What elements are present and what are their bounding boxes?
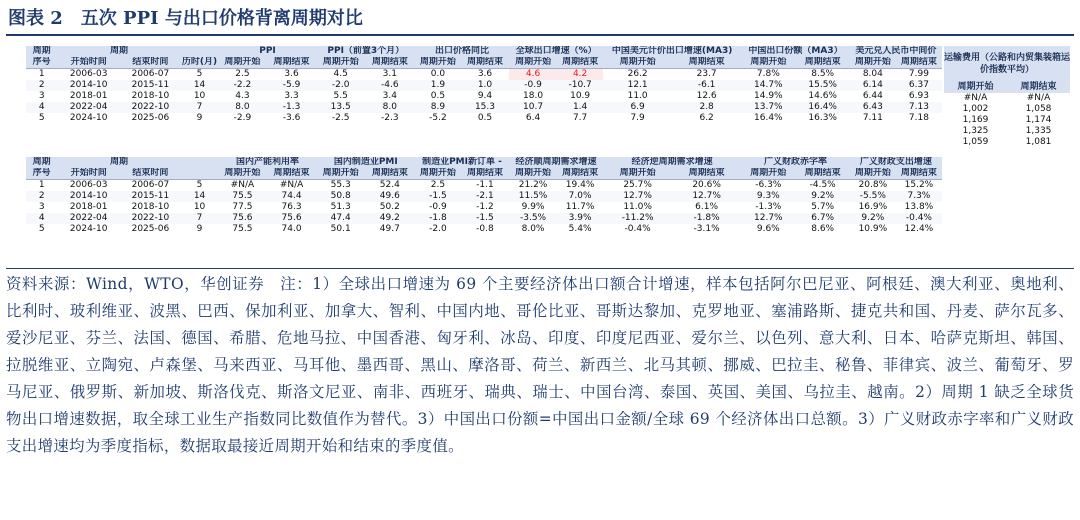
table-cell: -2.0 [317,80,365,91]
sub-header: 结束时间 [120,57,181,69]
table-cell: 7.11 [850,113,896,124]
table-cell: 1.9 [415,80,461,91]
table-cell: 11.5% [509,191,557,202]
table-cell: 3 [26,202,57,213]
table-cell: 9.6% [741,224,795,235]
table-cell: -2.5 [317,113,365,124]
table-cell: 6.9 [603,102,672,113]
table-cell: 2018-01 [57,91,120,102]
table-cell: 2 [26,80,57,91]
table-cell: 1,325 [962,126,989,136]
table-cell: -0.4% [603,224,672,235]
table-cell: 2.5 [415,180,461,192]
sub-header: 周期结束 [365,168,415,180]
table-cell: 9.2% [850,213,896,224]
table-cell: 75.5 [218,224,266,235]
table-cell: 4.5 [317,69,365,81]
table-row [26,80,942,91]
table-cell: 2018-10 [120,202,181,213]
table-cell: 1,058 [1025,104,1052,114]
table-cell: 2014-10 [57,191,120,202]
table-cell: 8.0 [365,102,415,113]
table-cell: 1.0 [461,80,509,91]
sub-header: 周期结束 [672,168,741,180]
sub-header: 周期结束 [896,57,942,69]
group-header: 全球出口增速（%） [509,46,603,57]
table-cell: 49.7 [365,224,415,235]
table-cell: 1.4 [557,102,603,113]
table-cell: 77.5 [218,202,266,213]
table-cell: -3.5% [509,213,557,224]
table-cell: -2.1 [461,191,509,202]
table-cell: 3.3 [266,91,316,102]
table-cell: 7 [181,102,219,113]
table-cell: 13.5 [317,102,365,113]
table-cell: 7.9 [603,113,672,124]
table-cell: -1.5 [415,191,461,202]
table-cell: 49.6 [365,191,415,202]
group-header: 广义财政支出增速 [850,157,942,168]
table-cell: 3.9% [557,213,603,224]
table-cell: 4 [26,102,57,113]
table-cell: -2.3 [365,113,415,124]
sub-header: 周期结束 [266,57,316,69]
table-cell: 2.8 [672,102,741,113]
table-cell: 3.1 [365,69,415,81]
sub-header: 历时(月) [181,57,218,67]
sub-header: 周期开始 [603,57,672,69]
table-cell: 20.6% [672,180,741,192]
table-cell: 3 [26,91,57,102]
table-cell: 2014-10 [57,80,120,91]
table-cell: 15.5% [796,80,850,91]
sub-header: 周期开始 [415,168,461,180]
table-cell: 11.0 [603,91,672,102]
table-cell: 12.7% [672,191,741,202]
table-cell: 6.1% [672,202,741,213]
table-cell: 14.9% [741,91,795,102]
table-cell: -6.1 [672,80,741,91]
table-cell: -0.4% [896,213,942,224]
table-cell: 51.3 [317,202,365,213]
table-row [26,213,942,224]
table-cell: 10.7 [509,102,557,113]
table-cell: 4.3 [218,91,266,102]
table-cell: 2025-06 [120,113,181,124]
table-cell: 12.1 [603,80,672,91]
table-cell: -1.3% [741,202,795,213]
table-cell: 10 [181,91,219,102]
table-cell: 15.2% [896,180,942,192]
table-cell: 5 [181,180,219,192]
sub-header: 周期结束 [365,57,415,69]
table-cell: 6.4 [509,113,557,124]
table-cell: 16.3% [796,113,850,124]
table-cell: -0.9 [509,80,557,91]
table-cell: 21.2% [509,180,557,192]
table-cell: 0.0 [415,69,461,81]
table-cell: -5.9 [266,80,316,91]
sub-header: 周期结束 [461,168,509,180]
table-cell: -1.5 [461,213,509,224]
table-cell: 10.9 [557,91,603,102]
table-cell: -10.7 [557,80,603,91]
table-cell: -0.8 [461,224,509,235]
table-row [26,224,942,235]
group-header: 美元兑人民币中间价 [850,46,942,57]
sub-header-row [26,57,942,69]
table-cell: 1 [26,180,57,192]
table-cell: 7.7 [557,113,603,124]
group-header: 中国出口份额（MA3） [741,46,850,57]
table-cell: 2006-07 [120,180,181,192]
table-cell: 1,174 [1025,115,1052,125]
table-cell: 20.8% [850,180,896,192]
sub-header: 开始时间 [57,57,120,69]
table-cell: -1.8% [672,213,741,224]
table-cell: 0.5 [415,91,461,102]
table-export-cycle [26,46,942,124]
table-cell: 13.7% [741,102,795,113]
table-cell: #N/A [963,93,988,103]
table-cell: 52.4 [365,180,415,192]
sub-header: 周期开始 [509,57,557,69]
table-cell: 2024-10 [57,113,120,124]
table-cell: 18.0 [509,91,557,102]
table-cell: 14.7% [741,80,795,91]
table-cell: 16.9% [850,202,896,213]
table-cell: 2022-04 [57,102,120,113]
table-row [26,180,942,192]
table-domestic-cycle [26,157,942,235]
sub-header: 周期结束 [461,57,509,69]
table-cell: 2006-03 [57,180,120,192]
table-cell: 2022-10 [120,213,181,224]
table-cell: 5 [26,113,57,124]
table-freight [944,46,1070,148]
figure-title: 图表 2 五次 PPI 与出口价格背离周期对比 [8,8,363,29]
table-cell: -3.1% [672,224,741,235]
table-cell: 12.7% [741,213,795,224]
table-cell: 8.0 [218,102,266,113]
table-cell: 6.7% [795,213,849,224]
table-cell: 2022-04 [57,213,120,224]
table-cell: 55.3 [317,180,365,192]
table-cell: 50.2 [365,202,415,213]
freight-title: 运输费用（公路和内贸集装箱运价指数平均） [944,46,1070,82]
sub-header: 周期开始 [741,168,795,180]
sub-header: 周期结束 [672,57,741,69]
figure-title-bar [6,4,1074,36]
table-row [26,191,942,202]
table-cell: 2015-11 [120,80,181,91]
group-header [181,157,219,168]
table-cell: 7.99 [896,69,942,81]
table-cell: -3.6 [266,113,316,124]
table-cell: 6.93 [896,91,942,102]
table-cell: 0.5 [461,113,509,124]
table-cell: 13.8% [896,202,942,213]
table-cell: 5 [26,224,57,235]
table-cell: 6.37 [896,80,942,91]
table-cell: 16.4% [796,102,850,113]
table-cell: -6.3% [741,180,795,192]
table-cell: 9.2% [795,191,849,202]
table-cell: 7.18 [896,113,942,124]
table-cell: 10.9% [850,224,896,235]
table-cell: 8.6% [795,224,849,235]
sub-header: 周期结束 [557,57,603,69]
table-cell: 9.9% [509,202,557,213]
sub-header: 结束时间 [120,168,181,180]
table-cell: 6.44 [850,91,896,102]
table-cell: 6.43 [850,102,896,113]
table-cell: 26.2 [603,69,672,81]
table-cell: -5.5% [850,191,896,202]
table-cell: #N/A [1026,93,1051,103]
table-cell: -5.2 [415,113,461,124]
table-cell: #N/A [266,180,316,192]
sub-header: 周期开始 [850,168,896,180]
group-header: PPI（前置3个月） [317,46,415,57]
table-cell: -1.3 [266,102,316,113]
group-header-row [26,157,942,168]
table-row [26,91,942,102]
table-cell: 2022-10 [120,102,181,113]
group-header-row [26,46,942,57]
table-cell: 1,059 [962,137,989,147]
table-cell: 2015-11 [120,191,181,202]
sub-header: 周期结束 [796,57,850,69]
sub-header: 周期开始 [317,168,365,180]
source-note: 资料来源：Wind，WTO，华创证券 注：1）全球出口增速为 69 个主要经济体出口额合计增速，样本包括阿尔巴尼亚、阿根廷、澳大利亚、奥地利、比利时、玻利维亚、波黑、巴西、保加利亚、加拿大、智利、中国内地、哥伦比亚、哥斯达黎加、克罗地亚、塞浦路斯、捷克共和国、丹麦、萨尔瓦多、爱沙尼亚、芬兰、法国、德国、希腊、危地马拉、中国香港、匈牙利、冰岛、印度、印度尼西亚、爱尔兰、以色列、意大利、日本、哈萨克斯坦、韩国、拉脱维亚、立陶宛、卢森堡、马来西亚、马耳他、墨西哥、黑山、摩洛哥、荷兰、新西兰、北马其顿、挪威、巴拉圭、秘鲁、菲律宾、波兰、葡萄牙、罗马尼亚、俄罗斯、新加坡、斯洛伐克、斯洛文尼亚、南非、西班牙、瑞典、瑞士、中国台湾、泰国、英国、美国、乌拉圭、越南。2）周期 1 缺乏全球货物出口增速数据，取全球工业生产指数同比数值作为替代。3）中国出口份额=中国出口金额/全球 69 个经济体出口总额。3）广义财政赤字率和广义财政支出增速均为季度指标，数据取最接近周期开始和结束的季度值。 [6,268,1074,519]
table-cell: 6.2 [672,113,741,124]
sub-header: 周期开始 [850,57,896,69]
table-cell: 75.6 [266,213,316,224]
sub-header: 周期开始 [218,57,266,69]
table-cell: 7.8% [741,69,795,81]
group-header: 出口价格同比 [415,46,509,57]
sub-header: 周期结束 [1007,82,1070,93]
table-cell: 14.6% [796,91,850,102]
sub-header: 周期结束 [266,168,316,180]
table-cell: 76.3 [266,202,316,213]
table-cell: 16.4% [741,113,795,124]
table-cell: 7.13 [896,102,942,113]
table-cell: 7 [181,213,219,224]
table-cell: 1,169 [962,115,989,125]
group-header: 周期 [26,157,57,168]
table-cell: 12.7% [603,191,672,202]
group-header: 周期 [57,157,180,168]
table-cell: 50.8 [317,191,365,202]
table-cell: 5 [181,69,219,81]
sub-header: 周期开始 [317,57,365,69]
sub-header: 序号 [26,57,57,69]
table-cell: 5.4% [557,224,603,235]
table-row [944,104,1070,115]
table-cell: 2.5 [218,69,266,81]
group-header: PPI [218,46,316,57]
table-cell: 2006-07 [120,69,181,81]
table-cell: 5.7% [795,202,849,213]
sub-header: 周期开始 [741,57,795,69]
group-header: 周期 [57,46,180,57]
table-cell: 8.9 [415,102,461,113]
group-header: 中国美元计价出口增速(MA3) [603,46,741,57]
group-header: 周期 [26,46,57,57]
table-cell: 14 [181,191,219,202]
table-cell: 47.4 [317,213,365,224]
group-header: 经济顺周期需求增速 [509,157,603,168]
table-row [26,69,942,81]
table-cell: -0.9 [415,202,461,213]
table-cell: 5.5 [317,91,365,102]
table-cell: 11.0% [603,202,672,213]
table-cell: -4.6 [365,80,415,91]
group-header: 经济逆周期需求增速 [603,157,741,168]
table-cell: 2025-06 [120,224,181,235]
table-cell: 2 [26,191,57,202]
table-cell: 8.04 [850,69,896,81]
table-cell: 1 [26,69,57,81]
table-cell: 8.0% [509,224,557,235]
table-cell: 9 [181,224,219,235]
table-cell: 7.3% [896,191,942,202]
table-cell: -1.2 [461,202,509,213]
table-cell: 2024-10 [57,224,120,235]
table-cell: 19.4% [557,180,603,192]
group-header: 国内制造业PMI [317,157,415,168]
table-cell: 50.1 [317,224,365,235]
table-cell: -11.2% [603,213,672,224]
table-cell: 3.6 [266,69,316,81]
table-cell: 74.0 [266,224,316,235]
table-cell: 9 [181,113,219,124]
sub-header [181,168,219,180]
group-header [181,46,219,57]
table-cell: 75.6 [218,213,266,224]
table-cell: 2018-10 [120,91,181,102]
table-cell: 9.3% [741,191,795,202]
group-header: 国内产能利用率 [218,157,316,168]
sub-header: 周期开始 [218,168,266,180]
sub-header: 周期结束 [557,168,603,180]
table-cell: 74.4 [266,191,316,202]
table-row [944,115,1070,126]
table-cell: 23.7 [672,69,741,81]
table-cell: 4.6 [509,69,557,81]
table-cell: -2.9 [218,113,266,124]
table-row [26,102,942,113]
table-cell: 1,335 [1025,126,1052,136]
table-cell: #N/A [218,180,266,192]
table-cell: 11.7% [557,202,603,213]
table-cell: 12.4% [896,224,942,235]
table-cell: 1,002 [962,104,989,114]
sub-header-row [26,168,942,180]
sub-header: 周期开始 [509,168,557,180]
table-cell: 25.7% [603,180,672,192]
table-cell: -1.1 [461,180,509,192]
sub-header: 序号 [26,168,57,180]
table-cell: 12.6 [672,91,741,102]
table-row [26,202,942,213]
table-cell: 15.3 [461,102,509,113]
table-row [944,93,1070,104]
table-cell: -2.0 [415,224,461,235]
table-cell: 1,081 [1025,137,1052,147]
table-cell: 3.6 [461,69,509,81]
table-cell: 7.0% [557,191,603,202]
table-cell: 49.2 [365,213,415,224]
table-cell: 4 [26,213,57,224]
table-cell: 2018-01 [57,202,120,213]
table-row [944,137,1070,148]
table-cell: 14 [181,80,219,91]
sub-header: 周期开始 [415,57,461,69]
sub-header: 周期开始 [944,82,1007,93]
table-cell: -4.5% [795,180,849,192]
table-cell: 2006-03 [57,69,120,81]
group-header: 广义财政赤字率 [741,157,850,168]
table-cell: 4.2 [557,69,603,81]
table-cell: -1.8 [415,213,461,224]
sub-header: 周期结束 [795,168,849,180]
table-cell: 9.4 [461,91,509,102]
sub-header: 周期开始 [603,168,672,180]
sub-header: 开始时间 [57,168,120,180]
sub-header: 周期结束 [896,168,942,180]
group-header: 制造业PMI新订单 - [415,157,509,168]
table-row [26,113,942,124]
table-cell: 8.5% [796,69,850,81]
table-cell: 3.4 [365,91,415,102]
table-cell: 75.5 [218,191,266,202]
table-cell: 10 [181,202,219,213]
table-cell: -2.2 [218,80,266,91]
table-cell: 6.14 [850,80,896,91]
table-row [944,126,1070,137]
